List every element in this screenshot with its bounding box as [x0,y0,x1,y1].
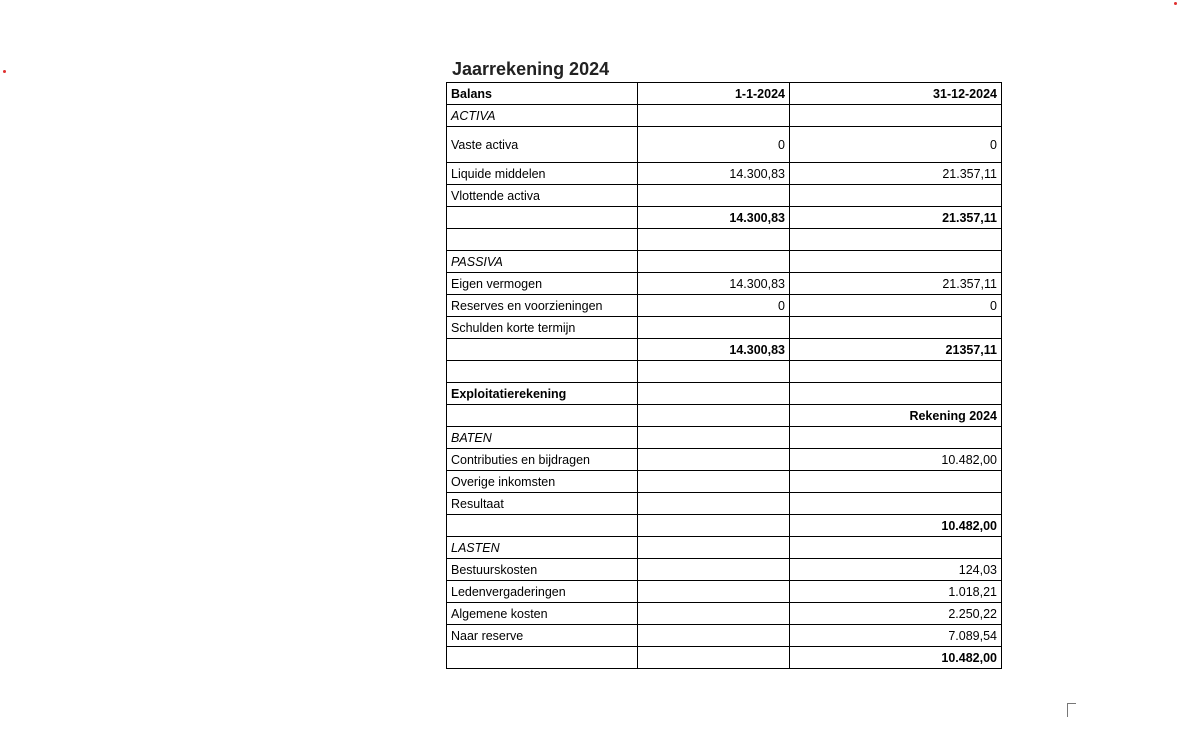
table-row [447,163,1002,185]
empty-cell [638,603,790,625]
row-value-col1 [638,317,790,339]
table-row [447,537,1002,559]
table-row [447,625,1002,647]
empty-cell [447,207,638,229]
empty-cell [638,493,790,515]
table-row [447,295,1002,317]
empty-cell [790,427,1002,449]
table-row [447,603,1002,625]
table-row [447,361,1002,383]
empty-cell [638,251,790,273]
empty-cell [638,449,790,471]
exploitatie-heading: Exploitatierekening [447,383,638,405]
table-row [447,471,1002,493]
empty-cell [638,405,790,427]
balans-header-col1: 1-1-2024 [638,83,790,105]
table-row [447,185,1002,207]
empty-cell [638,625,790,647]
table-row [447,105,1002,127]
empty-cell [790,383,1002,405]
document-title: Jaarrekening 2024 [452,59,610,79]
page-corner-marker [1067,703,1076,717]
row-value: 124,03 [790,559,1002,581]
lasten-heading: LASTEN [447,537,638,559]
table-row [447,383,1002,405]
baten-total: 10.482,00 [790,515,1002,537]
balans-header-col2: 31-12-2024 [790,83,1002,105]
empty-cell [790,251,1002,273]
row-label: Bestuurskosten [447,559,638,581]
activa-total-col2: 21.357,11 [790,207,1002,229]
row-value-col1: 0 [638,127,790,163]
table-row [447,427,1002,449]
empty-cell [638,229,790,251]
table-row [447,273,1002,295]
empty-cell [638,647,790,669]
table-row [447,559,1002,581]
empty-cell [447,647,638,669]
red-marker-dot [3,70,6,73]
empty-cell [638,361,790,383]
row-value: 1.018,21 [790,581,1002,603]
passiva-heading: PASSIVA [447,251,638,273]
lasten-total: 10.482,00 [790,647,1002,669]
empty-cell [447,515,638,537]
table-row [447,229,1002,251]
table-row [447,493,1002,515]
table-row [447,581,1002,603]
row-label: Schulden korte termijn [447,317,638,339]
row-label: Vaste activa [447,127,638,163]
balans-header-label: Balans [447,83,638,105]
table-row [447,647,1002,669]
empty-cell [638,537,790,559]
row-value [790,471,1002,493]
empty-cell [638,471,790,493]
table-row [447,251,1002,273]
passiva-total-col2: 21357,11 [790,339,1002,361]
empty-cell [638,105,790,127]
row-label: Eigen vermogen [447,273,638,295]
baten-heading: BATEN [447,427,638,449]
table-row [447,405,1002,427]
table-row [447,449,1002,471]
table-row [447,339,1002,361]
row-label: Resultaat [447,493,638,515]
row-value: 7.089,54 [790,625,1002,647]
table-row [447,207,1002,229]
row-value-col2: 21.357,11 [790,163,1002,185]
row-label: Contributies en bijdragen [447,449,638,471]
row-value-col1 [638,185,790,207]
empty-cell [447,229,638,251]
empty-cell [447,405,638,427]
activa-total-col1: 14.300,83 [638,207,790,229]
row-label: Algemene kosten [447,603,638,625]
empty-cell [447,339,638,361]
row-value-col1: 14.300,83 [638,163,790,185]
table-row [447,127,1002,163]
activa-heading: ACTIVA [447,105,638,127]
empty-cell [447,361,638,383]
row-label: Naar reserve [447,625,638,647]
table-row [447,317,1002,339]
row-value-col2 [790,317,1002,339]
table-row [447,515,1002,537]
empty-cell [638,559,790,581]
row-value: 2.250,22 [790,603,1002,625]
empty-cell [638,581,790,603]
row-label: Overige inkomsten [447,471,638,493]
exploitatie-column-header: Rekening 2024 [790,405,1002,427]
row-value-col2: 0 [790,295,1002,317]
row-value: 10.482,00 [790,449,1002,471]
row-value-col2: 0 [790,127,1002,163]
row-label: Liquide middelen [447,163,638,185]
row-value-col2 [790,185,1002,207]
row-label: Ledenvergaderingen [447,581,638,603]
row-value [790,493,1002,515]
empty-cell [638,427,790,449]
row-value-col1: 0 [638,295,790,317]
empty-cell [638,515,790,537]
row-value-col2: 21.357,11 [790,273,1002,295]
table-row [447,83,1002,105]
financial-statement-table [446,82,1002,669]
empty-cell [790,537,1002,559]
empty-cell [790,361,1002,383]
passiva-total-col1: 14.300,83 [638,339,790,361]
row-value-col1: 14.300,83 [638,273,790,295]
row-label: Vlottende activa [447,185,638,207]
empty-cell [790,229,1002,251]
red-marker-dot [1174,2,1177,5]
empty-cell [638,383,790,405]
row-label: Reserves en voorzieningen [447,295,638,317]
empty-cell [790,105,1002,127]
